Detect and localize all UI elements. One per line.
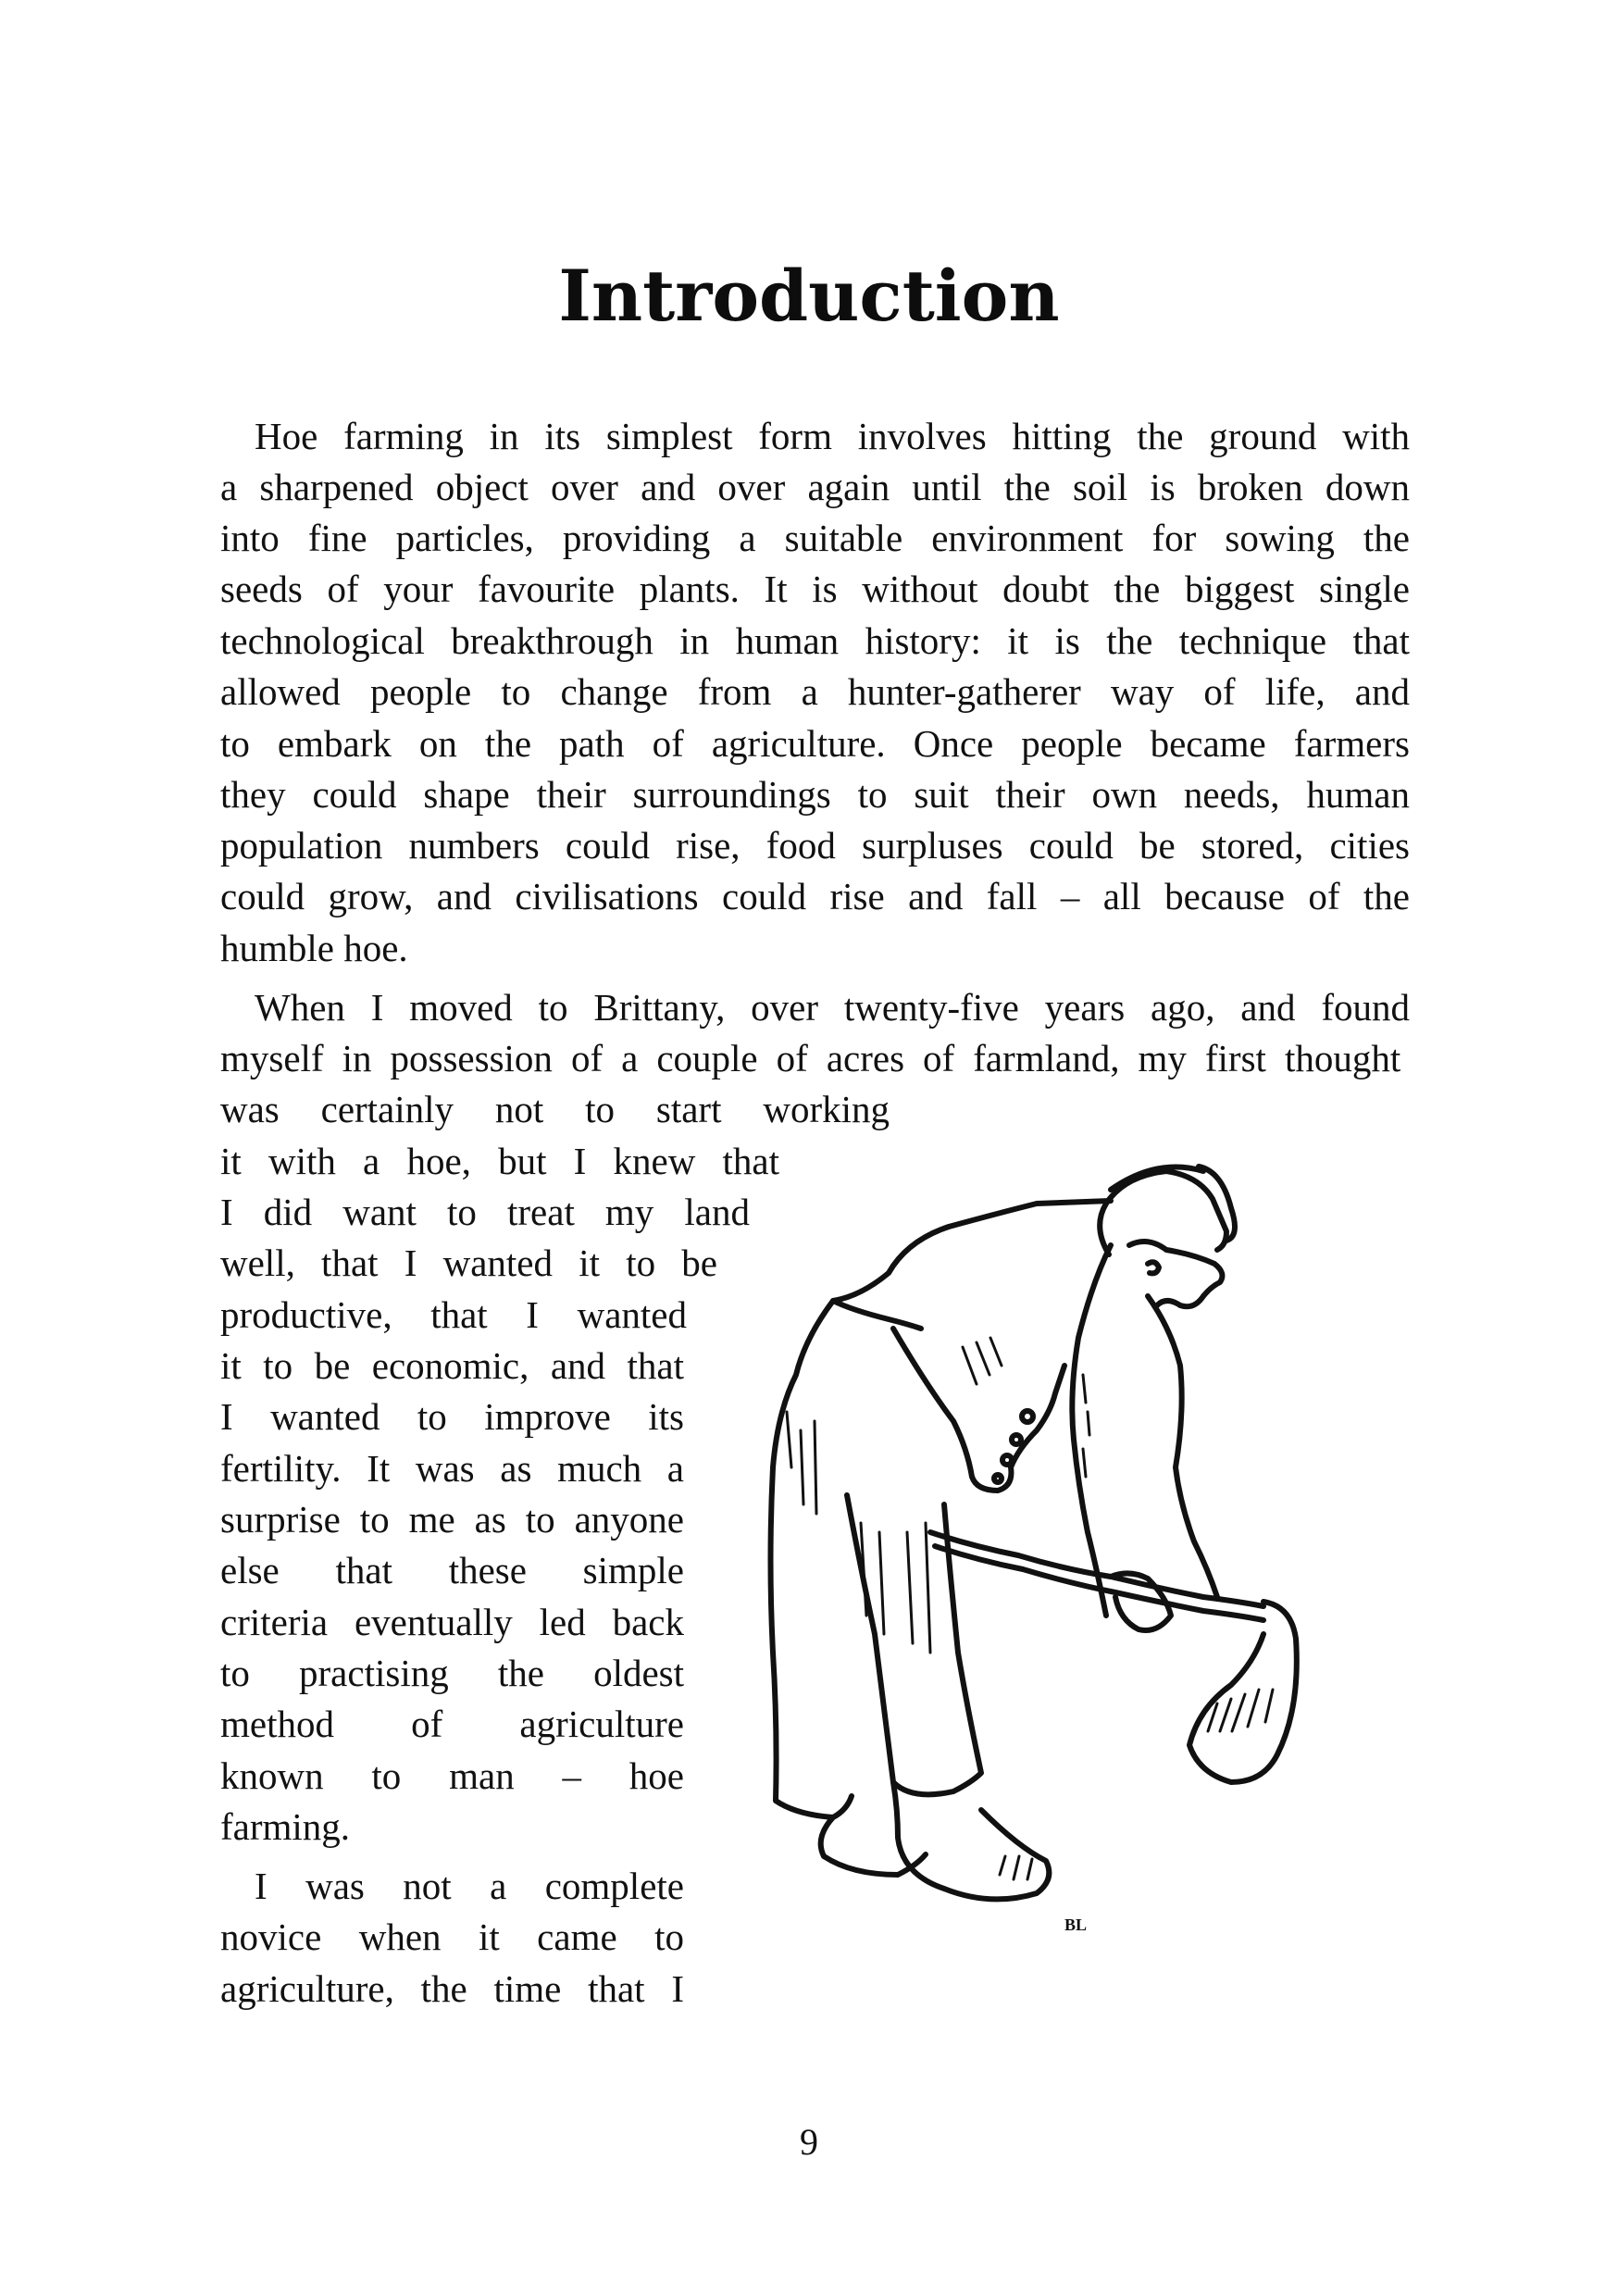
text-line: it with a hoe, but I knew that: [220, 1140, 779, 1182]
chapter-title: Introduction: [558, 255, 1060, 337]
text-line: seeds of your favourite plants. It is without doubt the biggest single: [220, 568, 1410, 610]
text-line: allowed people to change from a hunter-gatherer way of life, and: [220, 670, 1410, 713]
text-line: technological breakthrough in human history: it is the technique that: [220, 619, 1410, 662]
artist-signature: BL: [1064, 1915, 1088, 1934]
text-line: fertility. It was as much a: [220, 1447, 684, 1490]
text-line: a sharpened object over and over again until the soil is broken down: [220, 466, 1410, 508]
text-line: farming.: [220, 1805, 351, 1848]
text-line: I wanted to improve its: [220, 1395, 684, 1438]
trousers-left: [771, 1467, 853, 1817]
text-line: else that these simple: [220, 1549, 684, 1591]
text-line: was certainly not to start working: [220, 1088, 890, 1130]
text-line: myself in possession of a couple of acres of farmland, my first thought: [220, 1037, 1401, 1079]
face: [1129, 1242, 1222, 1306]
text-line: they could shape their surroundings to suit their own needs, human: [220, 773, 1410, 816]
text-line: productive, that I wanted: [220, 1293, 687, 1336]
text-line: Hoe farming in its simplest form involves hitting the ground with: [255, 415, 1410, 457]
text-line: humble hoe.: [220, 927, 408, 969]
vest: [893, 1329, 1064, 1491]
text-line: I was not a complete: [255, 1865, 684, 1907]
text-line: population numbers could rise, food surpluses could be stored, cities: [220, 824, 1410, 867]
farmer-drawing: [759, 1134, 1314, 2004]
text-line: well, that I wanted it to be: [220, 1242, 717, 1284]
text-line: could grow, and civilisations could rise and fall – all because of the: [220, 875, 1410, 917]
text-line: I did want to treat my land: [220, 1191, 750, 1233]
hat: [1100, 1167, 1235, 1254]
text-line: agriculture, the time that I: [220, 1967, 684, 2010]
text-line: to embark on the path of agriculture. Once people became farmers: [220, 722, 1410, 765]
text-line: it to be economic, and that: [220, 1344, 684, 1387]
text-line: method of agriculture: [220, 1703, 684, 1745]
text-line: When I moved to Brittany, over twenty-five years ago, and found: [255, 986, 1410, 1029]
back: [949, 1201, 1111, 1227]
text-line: novice when it came to: [220, 1915, 684, 1958]
hoe-farmer-illustration: [759, 1134, 1314, 2004]
hoe-blade: [1189, 1602, 1297, 1782]
page-number: 9: [800, 2121, 818, 2163]
text-line: criteria eventually led back: [220, 1601, 684, 1643]
text-line: to practising the oldest: [220, 1652, 684, 1694]
text-line: known to man – hoe: [220, 1754, 684, 1797]
text-line: into fine particles, providing a suitable environment for sowing the: [220, 517, 1410, 559]
arm: [1072, 1245, 1111, 1616]
text-line: surprise to me as to anyone: [220, 1498, 684, 1541]
